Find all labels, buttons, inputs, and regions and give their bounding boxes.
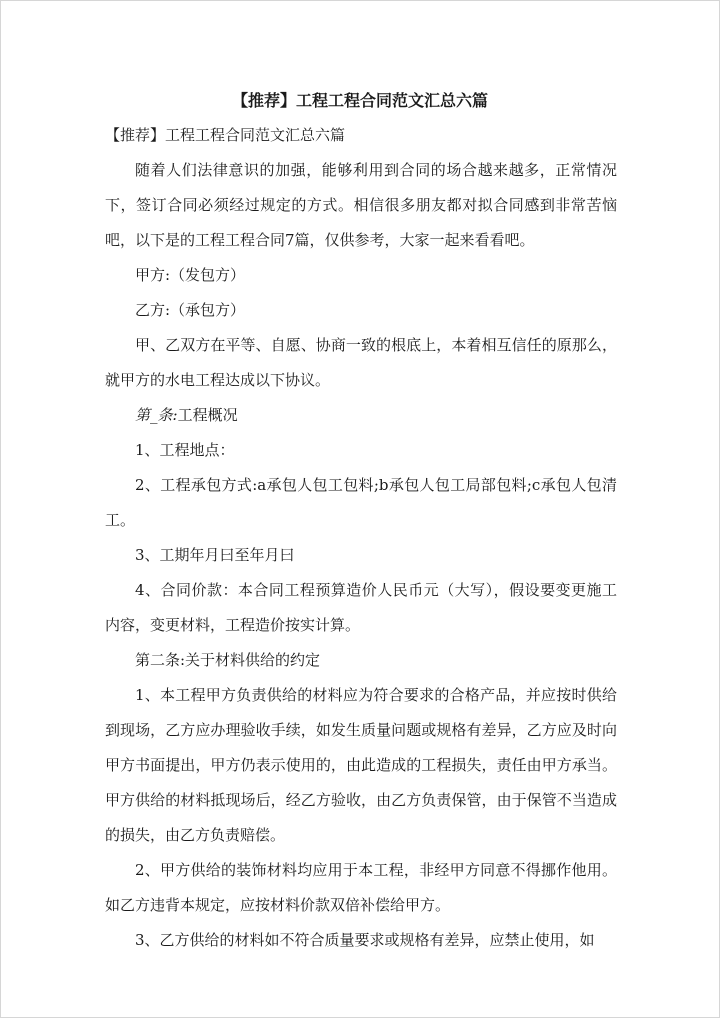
document-title: 【推荐】工程工程合同范文汇总六篇 xyxy=(231,91,488,110)
preamble-paragraph: 甲、乙双方在平等、自愿、协商一致的根底上，本着相互信任的原那么，就甲方的水电工程达成以下协议。 xyxy=(105,336,617,389)
article-2-item-3: 3、乙方供给的材料如不符合质量要求或规格有差异，应禁止使用，如 xyxy=(135,931,595,949)
article-1-item-1: 1、工程地点： xyxy=(135,441,235,459)
document-subtitle: 【推荐】工程工程合同范文汇总六篇 xyxy=(105,126,346,144)
article-1-item-4: 4、合同价款：本合同工程预算造价人民币元（大写），假设要变更施工内容，变更材料，工程造价按实计算。 xyxy=(105,581,617,634)
article-1-heading-text: 工程概况 xyxy=(177,406,238,424)
party-a-line: 甲方:（发包方） xyxy=(135,266,246,284)
intro-paragraph: 随着人们法律意识的加强，能够利用到合同的场合越来越多，正常情况下，签订合同必须经过规定的方式。相信很多朋友都对拟合同感到非常苦恼吧，以下是的工程工程合同7篇，仅供参考，大家一起来看看吧。 xyxy=(105,161,617,249)
article-1-heading xyxy=(105,398,617,433)
article-2-heading: 第二条:关于材料供给的约定 xyxy=(135,651,321,669)
article-2-item-2: 2、甲方供给的装饰材料均应用于本工程，非经甲方同意不得挪作他用。如乙方违背本规定，应按材料价款双倍补偿给甲方。 xyxy=(105,861,617,914)
party-b-line: 乙方:（承包方） xyxy=(135,301,246,319)
article-2-item-1: 1、本工程甲方负责供给的材料应为符合要求的合格产品，并应按时供给到现场，乙方应办理验收手续，如发生质量问题或规格有差异，乙方应及时向甲方书面提出，甲方仍表示使用的，由此造成的工程损失，责任由甲方承当。甲方供给的材料抵现场后，经乙方验收，由乙方负责保管，由于保管不当造成的损失，由乙方负责赔偿。 xyxy=(105,686,617,844)
document-body xyxy=(105,118,617,958)
article-1-heading-prefix: 第_条: xyxy=(135,406,178,424)
article-1-item-2: 2、工程承包方式:a承包人包工包料;b承包人包工局部包料;c承包人包清工。 xyxy=(105,476,617,529)
article-1-item-3: 3、工期年月曰至年月曰 xyxy=(135,546,295,564)
